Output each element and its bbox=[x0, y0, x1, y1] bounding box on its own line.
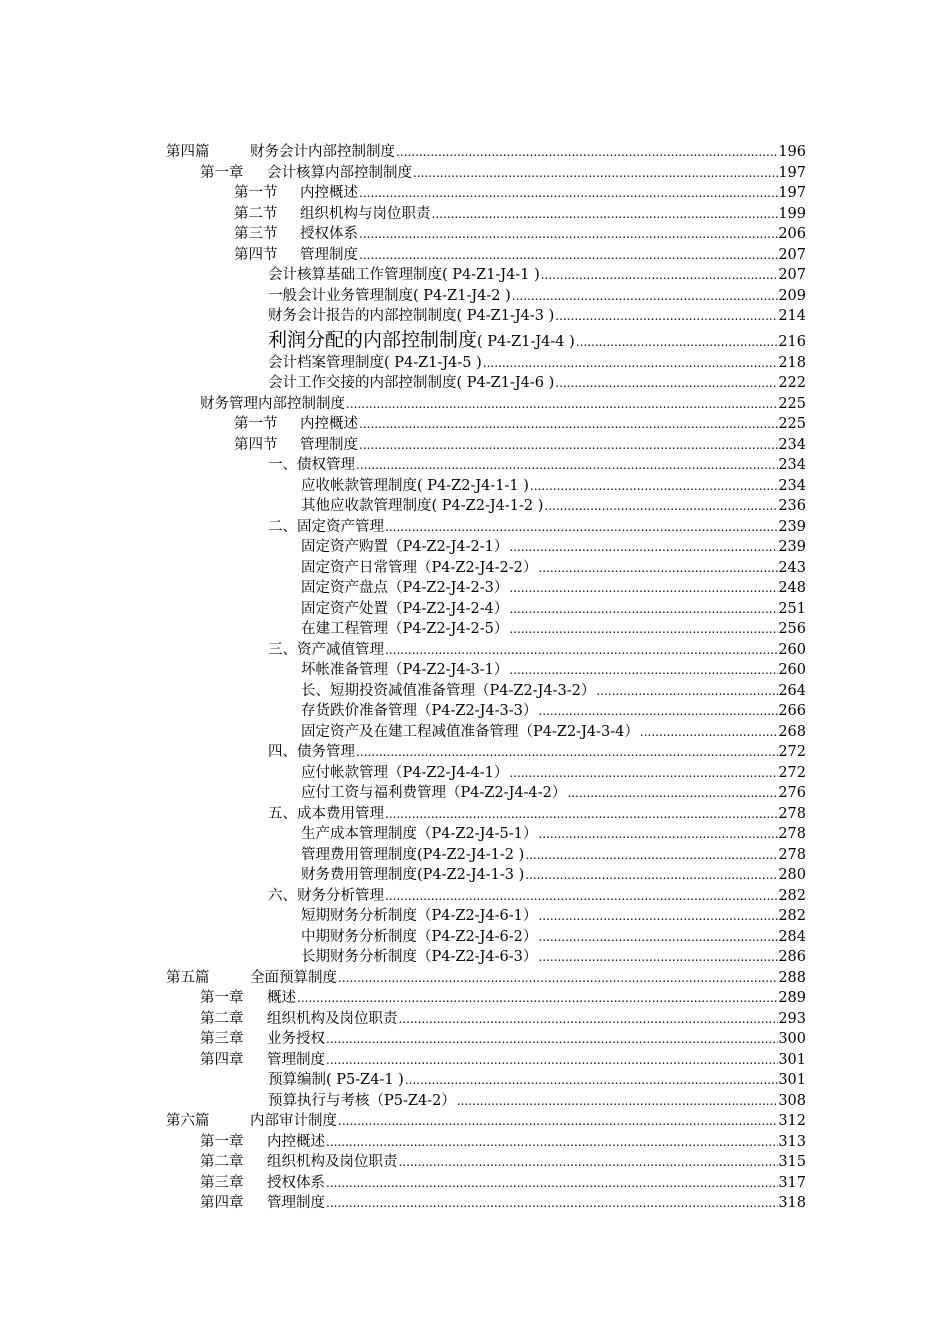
toc-entry-code: (P4-Z2-J4-1-3 ) bbox=[417, 867, 525, 883]
toc-dot-leader bbox=[326, 1173, 778, 1194]
toc-dot-leader bbox=[356, 455, 778, 476]
toc-entry-title: 会计工作交接的内部控制制度 bbox=[268, 375, 457, 391]
toc-dot-leader bbox=[346, 394, 778, 415]
toc-entry[interactable] bbox=[0, 183, 950, 204]
toc-entry-label bbox=[301, 763, 508, 784]
toc-page-number: 225 bbox=[778, 395, 806, 412]
toc-entry[interactable] bbox=[0, 517, 950, 538]
toc-page-number: 272 bbox=[778, 744, 806, 760]
toc-entry-label bbox=[234, 224, 358, 245]
toc-entry-title: 应付帐款管理（P4-Z2-J4-4-1） bbox=[301, 764, 509, 781]
toc-entry[interactable] bbox=[0, 640, 950, 661]
toc-entry-label bbox=[200, 163, 412, 184]
toc-dot-leader bbox=[326, 1132, 778, 1153]
toc-entry-title: 授权体系 bbox=[300, 226, 358, 242]
toc-page-number: 312 bbox=[778, 1113, 806, 1129]
toc-entry-number: 第六篇 bbox=[166, 1113, 210, 1129]
toc-entry-title: 内控概述 bbox=[300, 185, 358, 201]
toc-entry[interactable] bbox=[0, 265, 950, 286]
toc-page-number: 272 bbox=[778, 764, 806, 781]
toc-entry[interactable] bbox=[0, 1173, 950, 1194]
toc-entry-code: ( P4-Z1-J4-2 ) bbox=[413, 287, 511, 304]
toc-entry[interactable] bbox=[0, 845, 950, 866]
toc-page-number: 239 bbox=[778, 539, 806, 555]
toc-entry-title: 组织机构及岗位职责 bbox=[267, 1010, 398, 1027]
toc-entry-label bbox=[301, 660, 508, 681]
toc-dot-leader bbox=[359, 224, 778, 245]
toc-page-number: 318 bbox=[778, 1195, 806, 1211]
toc-dot-leader bbox=[359, 435, 778, 456]
toc-dot-leader bbox=[509, 578, 778, 599]
toc-dot-leader bbox=[530, 476, 778, 497]
toc-page-number: 278 bbox=[778, 805, 806, 822]
toc-page-number: 315 bbox=[778, 1154, 806, 1170]
toc-dot-leader bbox=[555, 306, 778, 327]
toc-entry-label bbox=[200, 1152, 398, 1173]
toc-entry-title: 组织机构与岗位职责 bbox=[300, 205, 431, 222]
toc-entry-label bbox=[166, 968, 337, 989]
toc-dot-leader bbox=[356, 742, 778, 763]
toc-dot-leader bbox=[512, 286, 779, 307]
toc-entry-title: 五、成本费用管理 bbox=[268, 805, 384, 822]
toc-dot-leader bbox=[538, 824, 778, 845]
toc-entry-number: 第四节 bbox=[234, 436, 278, 453]
toc-entry-code: ( P4-Z1-J4-4 ) bbox=[477, 333, 575, 350]
toc-dot-leader bbox=[385, 804, 778, 825]
toc-dot-leader bbox=[525, 865, 778, 886]
toc-entry-number: 第一章 bbox=[200, 164, 244, 181]
toc-page-number: 209 bbox=[778, 287, 806, 304]
toc-entry-title: 管理制度 bbox=[300, 246, 358, 263]
toc-page-number: 278 bbox=[778, 826, 806, 842]
toc-page-number: 266 bbox=[778, 703, 806, 719]
toc-entry[interactable] bbox=[0, 414, 950, 435]
toc-dot-leader bbox=[538, 927, 778, 948]
toc-entry-label bbox=[301, 722, 639, 743]
toc-dot-leader bbox=[385, 640, 778, 661]
toc-page-number: 256 bbox=[778, 621, 806, 637]
toc-entry-label bbox=[200, 988, 296, 1009]
toc-page-number: 234 bbox=[778, 477, 806, 494]
toc-entry-title: 授权体系 bbox=[267, 1174, 325, 1191]
toc-dot-leader bbox=[385, 517, 778, 538]
toc-page-number: 282 bbox=[778, 887, 806, 904]
toc-entry-label bbox=[166, 142, 395, 163]
toc-entry[interactable] bbox=[0, 537, 950, 558]
toc-page-number: 225 bbox=[778, 416, 806, 432]
toc-entry[interactable] bbox=[0, 435, 950, 456]
toc-entry-title: 内控概述 bbox=[300, 416, 358, 432]
toc-entry-code: ( P4-Z1-J4-3 ) bbox=[456, 308, 555, 324]
toc-entry-label bbox=[268, 265, 540, 286]
toc-entry-title: 四、债务管理 bbox=[268, 744, 355, 760]
toc-entry[interactable] bbox=[0, 824, 950, 845]
toc-entry[interactable] bbox=[0, 1152, 950, 1173]
toc-entry[interactable] bbox=[0, 906, 950, 927]
toc-entry[interactable] bbox=[0, 204, 950, 225]
toc-entry-title: 固定资产盘点（P4-Z2-J4-2-3） bbox=[301, 580, 509, 596]
toc-entry-label bbox=[301, 824, 537, 845]
toc-entry[interactable] bbox=[0, 1029, 950, 1050]
toc-page-number: 276 bbox=[778, 785, 806, 801]
toc-dot-leader bbox=[541, 265, 779, 286]
toc-page-number: 207 bbox=[778, 267, 806, 283]
toc-dot-leader bbox=[567, 783, 778, 804]
toc-entry-code: ( P5-Z4-1 ) bbox=[326, 1072, 404, 1088]
toc-entry[interactable] bbox=[0, 988, 950, 1009]
toc-entry-title: 短期财务分析制度（P4-Z2-J4-6-1） bbox=[301, 908, 538, 924]
toc-entry[interactable] bbox=[0, 496, 950, 517]
toc-entry-label bbox=[200, 1193, 325, 1214]
toc-entry-label bbox=[301, 537, 508, 558]
toc-page-number: 260 bbox=[778, 641, 806, 658]
toc-entry[interactable] bbox=[0, 163, 950, 184]
toc-entry-title: 存货跌价准备管理（P4-Z2-J4-3-3） bbox=[301, 703, 538, 719]
toc-dot-leader bbox=[396, 142, 778, 163]
toc-entry[interactable] bbox=[0, 804, 950, 825]
toc-entry-label bbox=[301, 865, 524, 886]
toc-entry-title: 预算编制 bbox=[268, 1072, 326, 1088]
toc-entry-title: 固定资产及在建工程减值准备管理（P4-Z2-J4-3-4） bbox=[301, 723, 639, 740]
toc-entry-number: 第五篇 bbox=[166, 969, 210, 986]
toc-entry-label bbox=[268, 1070, 404, 1091]
toc-entry-number: 第一节 bbox=[234, 185, 278, 201]
toc-entry-label bbox=[268, 886, 384, 907]
toc-page-number: 280 bbox=[778, 867, 806, 883]
toc-entry-number: 第二章 bbox=[200, 1010, 244, 1027]
toc-entry-title: 财务费用管理制度 bbox=[301, 867, 417, 883]
toc-dot-leader bbox=[338, 1111, 778, 1132]
toc-dot-leader bbox=[538, 906, 778, 927]
toc-page-number: 199 bbox=[778, 205, 806, 222]
toc-entry-title: 三、资产减值管理 bbox=[268, 641, 384, 658]
toc-entry-label bbox=[301, 783, 566, 804]
toc-entry-title: 固定资产日常管理（P4-Z2-J4-2-2） bbox=[301, 559, 538, 576]
toc-dot-leader bbox=[640, 722, 778, 743]
toc-entry-label bbox=[268, 455, 355, 476]
toc-dot-leader bbox=[538, 947, 778, 968]
toc-dot-leader bbox=[538, 701, 778, 722]
toc-entry-label bbox=[234, 204, 431, 225]
toc-entry[interactable] bbox=[0, 286, 950, 307]
toc-entry[interactable] bbox=[0, 558, 950, 579]
toc-entry-title: 长期财务分析制度（P4-Z2-J4-6-3） bbox=[301, 949, 538, 965]
toc-entry-title: 生产成本管理制度（P4-Z2-J4-5-1） bbox=[301, 826, 538, 842]
toc-entry-title: 固定资产处置（P4-Z2-J4-2-4） bbox=[301, 600, 509, 617]
toc-page-number: 236 bbox=[778, 498, 806, 514]
toc-entry-title: 管理制度 bbox=[267, 1195, 325, 1211]
toc-page-number: 207 bbox=[778, 246, 806, 263]
toc-entry[interactable] bbox=[0, 1132, 950, 1153]
toc-entry-label bbox=[234, 245, 358, 266]
toc-entry-title: 其他应收款管理制度 bbox=[301, 498, 432, 514]
toc-entry-title: 会计核算基础工作管理制度 bbox=[268, 267, 442, 283]
toc-entry-title: 预算执行与考核（P5-Z4-2） bbox=[268, 1092, 456, 1109]
toc-entry-title: 会计核算内部控制制度 bbox=[267, 164, 412, 181]
toc-entry[interactable] bbox=[0, 886, 950, 907]
toc-dot-leader bbox=[359, 183, 778, 204]
toc-page-number: 260 bbox=[778, 662, 806, 678]
toc-entry-title: 财务会计内部控制制度 bbox=[250, 144, 395, 160]
toc-entry-label bbox=[268, 286, 511, 307]
toc-entry[interactable] bbox=[0, 1050, 950, 1071]
toc-entry-number: 第一节 bbox=[234, 416, 278, 432]
toc-entry-label bbox=[268, 373, 554, 394]
toc-dot-leader bbox=[509, 599, 778, 620]
toc-entry[interactable] bbox=[0, 660, 950, 681]
toc-dot-leader bbox=[399, 1152, 779, 1173]
toc-page-number: 300 bbox=[778, 1031, 806, 1047]
toc-page-number: 293 bbox=[778, 1010, 806, 1027]
toc-entry-title: 管理费用管理制度 bbox=[301, 846, 417, 863]
toc-entry-label bbox=[301, 558, 537, 579]
toc-dot-leader bbox=[525, 845, 778, 866]
toc-entry[interactable] bbox=[0, 865, 950, 886]
toc-page-number: 251 bbox=[778, 600, 806, 617]
toc-entry-title: 内控概述 bbox=[267, 1133, 325, 1150]
toc-entry-label bbox=[268, 640, 384, 661]
toc-dot-leader bbox=[457, 1091, 779, 1112]
toc-entry-label bbox=[200, 1009, 398, 1030]
toc-entry-label bbox=[301, 845, 524, 866]
toc-dot-leader bbox=[544, 496, 778, 517]
toc-entry-title: 组织机构及岗位职责 bbox=[267, 1154, 398, 1170]
toc-page-number: 218 bbox=[778, 354, 806, 371]
toc-entry-title: 管理制度 bbox=[267, 1051, 325, 1068]
toc-entry[interactable] bbox=[0, 1009, 950, 1030]
toc-entry[interactable] bbox=[0, 306, 950, 327]
toc-entry-title: 一、债权管理 bbox=[268, 457, 355, 473]
toc-entry-label bbox=[301, 619, 508, 640]
toc-entry-title: 概述 bbox=[267, 990, 296, 1006]
toc-page-number: 317 bbox=[778, 1174, 806, 1191]
toc-entry-number: 第四篇 bbox=[166, 144, 210, 160]
toc-entry-label bbox=[166, 1111, 337, 1132]
toc-entry[interactable] bbox=[0, 578, 950, 599]
toc-dot-leader bbox=[326, 1050, 778, 1071]
toc-entry-label bbox=[268, 327, 575, 355]
toc-entry[interactable] bbox=[0, 947, 950, 968]
toc-entry-label bbox=[301, 927, 537, 948]
toc-dot-leader bbox=[509, 619, 778, 640]
toc-page-number: 288 bbox=[778, 969, 806, 986]
toc-entry[interactable] bbox=[0, 599, 950, 620]
toc-entry-label bbox=[268, 517, 384, 538]
toc-entry-label bbox=[301, 496, 543, 517]
toc-dot-leader bbox=[297, 988, 778, 1009]
toc-entry-number: 第四章 bbox=[200, 1195, 244, 1211]
toc-entry-number: 第一章 bbox=[200, 1133, 244, 1150]
toc-entry-code: (P4-Z2-J4-1-2 ) bbox=[417, 846, 525, 863]
toc-page-number: 206 bbox=[778, 226, 806, 242]
toc-entry-title: 全面预算制度 bbox=[250, 969, 337, 986]
toc-page-number: 313 bbox=[778, 1133, 806, 1150]
toc-entry-title: 业务授权 bbox=[267, 1031, 325, 1047]
toc-entry-title: 内部审计制度 bbox=[250, 1113, 337, 1129]
toc-entry-number: 第三章 bbox=[200, 1174, 244, 1191]
toc-page-number: 197 bbox=[778, 185, 806, 201]
toc-dot-leader bbox=[385, 886, 778, 907]
toc-entry-label bbox=[200, 1173, 325, 1194]
toc-entry[interactable] bbox=[0, 1091, 950, 1112]
toc-entry-number: 第三节 bbox=[234, 226, 278, 242]
toc-page-number: 214 bbox=[778, 308, 806, 324]
toc-entry-label bbox=[268, 306, 554, 327]
toc-entry[interactable] bbox=[0, 927, 950, 948]
toc-page-number: 268 bbox=[778, 723, 806, 740]
toc-entry-label bbox=[301, 701, 537, 722]
toc-entry[interactable] bbox=[0, 1111, 950, 1132]
toc-entry[interactable] bbox=[0, 783, 950, 804]
toc-dot-leader bbox=[509, 763, 778, 784]
toc-entry-label bbox=[301, 906, 537, 927]
toc-entry-label bbox=[234, 183, 358, 204]
toc-entry-title: 坏帐准备管理（P4-Z2-J4-3-1） bbox=[301, 662, 509, 678]
toc-dot-leader bbox=[538, 558, 778, 579]
toc-page-number: 278 bbox=[778, 846, 806, 863]
toc-entry[interactable] bbox=[0, 968, 950, 989]
toc-dot-leader bbox=[509, 537, 778, 558]
toc-page-number: 286 bbox=[778, 949, 806, 965]
toc-entry[interactable] bbox=[0, 763, 950, 784]
toc-entry-title: 在建工程管理（P4-Z2-J4-2-5） bbox=[301, 621, 509, 637]
toc-page-number: 289 bbox=[778, 990, 806, 1006]
toc-entry-label bbox=[301, 476, 529, 497]
toc-entry[interactable] bbox=[0, 1070, 950, 1091]
toc-entry-label bbox=[301, 599, 508, 620]
toc-entry-number: 第二节 bbox=[234, 205, 278, 222]
toc-page-number: 301 bbox=[778, 1072, 806, 1088]
toc-entry-label bbox=[200, 394, 345, 415]
toc-entry-label bbox=[268, 804, 384, 825]
toc-entry[interactable] bbox=[0, 394, 950, 415]
toc-entry-label bbox=[200, 1132, 325, 1153]
toc-entry[interactable] bbox=[0, 224, 950, 245]
toc-entry-title: 财务会计报告的内部控制制度 bbox=[268, 308, 457, 324]
toc-entry-number: 第四节 bbox=[234, 246, 278, 263]
toc-entry-title: 中期财务分析制度（P4-Z2-J4-6-2） bbox=[301, 928, 538, 945]
toc-entry[interactable] bbox=[0, 722, 950, 743]
toc-dot-leader bbox=[555, 373, 778, 394]
toc-entry-code: ( P4-Z1-J4-5 ) bbox=[384, 354, 482, 371]
toc-entry-number: 第三章 bbox=[200, 1031, 244, 1047]
toc-page-number: 222 bbox=[778, 375, 806, 391]
toc-entry-code: ( P4-Z1-J4-6 ) bbox=[456, 375, 555, 391]
toc-dot-leader bbox=[326, 1193, 778, 1214]
toc-entry-title: 一般会计业务管理制度 bbox=[268, 287, 413, 304]
toc-entry[interactable] bbox=[0, 619, 950, 640]
toc-page-number: 282 bbox=[778, 908, 806, 924]
toc-dot-leader bbox=[576, 329, 779, 355]
toc-entry[interactable] bbox=[0, 245, 950, 266]
toc-entry-title: 应付工资与福利费管理（P4-Z2-J4-4-2） bbox=[301, 785, 567, 801]
toc-entry-title: 应收帐款管理制度 bbox=[301, 477, 417, 494]
toc-entry-label bbox=[301, 681, 595, 702]
toc-page-number: 216 bbox=[778, 333, 806, 350]
toc-entry-code: ( P4-Z1-J4-1 ) bbox=[442, 267, 540, 283]
toc-dot-leader bbox=[399, 1009, 779, 1030]
toc-entry[interactable] bbox=[0, 1193, 950, 1214]
toc-entry-number: 第二章 bbox=[200, 1154, 244, 1170]
toc-page-number: 301 bbox=[778, 1051, 806, 1068]
toc-entry-title: 六、财务分析管理 bbox=[268, 887, 384, 904]
toc-entry[interactable] bbox=[0, 476, 950, 497]
toc-entry-title: 管理制度 bbox=[300, 436, 358, 453]
toc-entry-code: ( P4-Z2-J4-1-2 ) bbox=[431, 498, 544, 514]
toc-dot-leader bbox=[359, 245, 778, 266]
toc-dot-leader bbox=[326, 1029, 778, 1050]
toc-dot-leader bbox=[483, 353, 779, 374]
toc-entry[interactable] bbox=[0, 742, 950, 763]
toc-entry[interactable] bbox=[0, 327, 950, 353]
toc-page-number: 197 bbox=[778, 164, 806, 181]
toc-page-number: 239 bbox=[778, 518, 806, 535]
toc-entry[interactable] bbox=[0, 353, 950, 374]
toc-entry-label bbox=[301, 578, 508, 599]
toc-page-number: 234 bbox=[778, 436, 806, 453]
toc-page-number: 248 bbox=[778, 580, 806, 596]
toc-entry[interactable] bbox=[0, 681, 950, 702]
toc-entry-label bbox=[268, 353, 482, 374]
toc-entry[interactable] bbox=[0, 455, 950, 476]
toc-entry-label bbox=[234, 414, 358, 435]
toc-entry-label bbox=[200, 1029, 325, 1050]
toc-entry-number: 第四章 bbox=[200, 1051, 244, 1068]
toc-entry-title: 长、短期投资减值准备管理（P4-Z2-J4-3-2） bbox=[301, 682, 596, 699]
toc-page-number: 243 bbox=[778, 559, 806, 576]
toc-dot-leader bbox=[509, 660, 778, 681]
toc-dot-leader bbox=[413, 163, 778, 184]
toc-page-number: 234 bbox=[778, 457, 806, 473]
toc-entry-code: ( P4-Z2-J4-1-1 ) bbox=[417, 477, 529, 494]
toc-entry-title: 财务管理内部控制制度 bbox=[200, 395, 345, 412]
toc-entry-label bbox=[268, 1091, 456, 1112]
toc-dot-leader bbox=[596, 681, 778, 702]
toc-page-number: 264 bbox=[778, 682, 806, 699]
toc-dot-leader bbox=[405, 1070, 778, 1091]
toc-entry-title: 二、固定资产管理 bbox=[268, 518, 384, 535]
toc-page-number: 284 bbox=[778, 928, 806, 945]
toc-entry-title: 利润分配的内部控制制度 bbox=[268, 328, 478, 351]
toc-entry-label bbox=[301, 947, 537, 968]
toc-entry-label bbox=[234, 435, 358, 456]
toc-entry-label bbox=[200, 1050, 325, 1071]
toc-entry-title: 固定资产购置（P4-Z2-J4-2-1） bbox=[301, 539, 509, 555]
toc-page-number: 308 bbox=[778, 1092, 806, 1109]
toc-dot-leader bbox=[338, 968, 778, 989]
toc-entry[interactable] bbox=[0, 142, 950, 163]
toc-dot-leader bbox=[359, 414, 778, 435]
toc-entry-number: 第一章 bbox=[200, 990, 244, 1006]
toc-entry[interactable] bbox=[0, 373, 950, 394]
toc-dot-leader bbox=[432, 204, 779, 225]
table-of-contents bbox=[0, 142, 950, 1214]
toc-entry[interactable] bbox=[0, 701, 950, 722]
toc-entry-title: 会计档案管理制度 bbox=[268, 354, 384, 371]
toc-page-number: 196 bbox=[778, 144, 806, 160]
toc-entry-label bbox=[268, 742, 355, 763]
